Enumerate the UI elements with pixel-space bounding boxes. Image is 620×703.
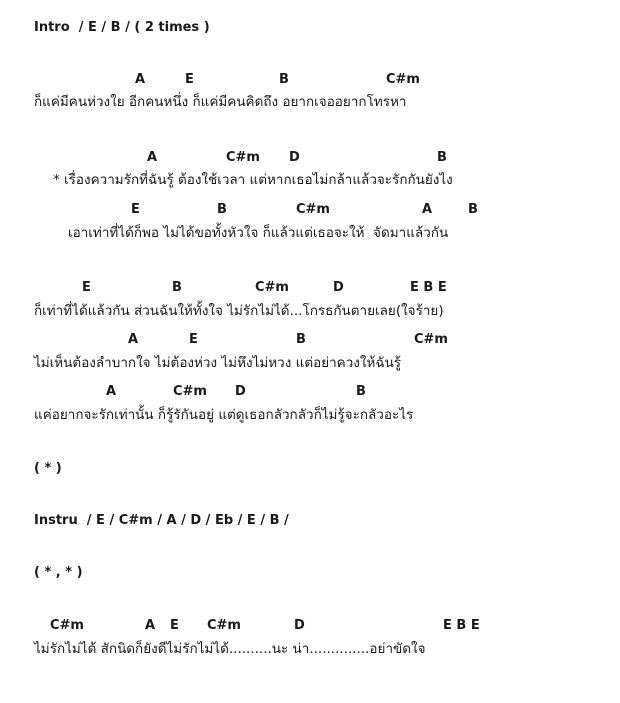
chord: A <box>145 618 156 633</box>
chord: C#m <box>173 384 207 399</box>
chord: C#m <box>50 618 84 633</box>
chord: B <box>217 202 227 217</box>
chord: B <box>172 280 182 295</box>
chord: D <box>235 384 246 399</box>
chord: E <box>185 72 194 87</box>
chord: C#m <box>414 332 448 347</box>
lyric-line: ไม่เห็นต้องลำบากใจ ไม่ต้องห่วง ไม่หึงไม่หวง แต่อย่าควงให้ฉันรู้ <box>34 355 402 371</box>
chord: A <box>135 72 146 87</box>
chord: D <box>289 150 300 165</box>
chord: C#m <box>386 72 420 87</box>
lyric-line: ไม่รักไม่ได้ สักนิดก็ยังดีไม่รักไม่ได้..........นะ น่า..............อย่าขัดใจ <box>34 641 426 657</box>
chord: C#m <box>226 150 260 165</box>
chord: B <box>356 384 366 399</box>
chord: B <box>279 72 289 87</box>
chord: A <box>422 202 433 217</box>
chord: B <box>468 202 478 217</box>
lyric-line: * เรื่องความรักที่ฉันรู้ ต้องใช้เวลา แต่หากเธอไม่กล้าแล้วจะรักกันยังไง <box>53 172 453 188</box>
repeat-marker: ( * ) <box>34 461 62 476</box>
chord: B <box>437 150 447 165</box>
intro-line: Intro / E / B / ( 2 times ) <box>34 20 210 35</box>
chord: A <box>128 332 139 347</box>
chord: C#m <box>296 202 330 217</box>
lyric-line: ก็แค่มีคนห่วงใย อีกคนหนึ่ง ก็แค่มีคนคิดถึง อยากเจออยากโทรหา <box>34 94 407 110</box>
chord: E B E <box>410 280 447 295</box>
lyric-line: แค่อยากจะรักเท่านั้น ก็รู้รักันอยู่ แต่ดูเธอกลัวกลัวก็ไม่รู้จะกลัวอะไร <box>34 407 414 423</box>
chord: A <box>147 150 158 165</box>
chord: E <box>170 618 179 633</box>
chord: C#m <box>207 618 241 633</box>
chord: A <box>106 384 117 399</box>
repeat-marker: ( * , * ) <box>34 565 83 580</box>
chord: E <box>131 202 140 217</box>
instrumental-line: Instru / E / C#m / A / D / Eb / E / B / <box>34 513 289 528</box>
lyric-line: เอาเท่าที่ได้ก็พอ ไม่ได้ขอทั้งหัวใจ ก็แล้วแต่เธอจะให้ จัดมาแล้วกัน <box>68 225 449 241</box>
chord: D <box>294 618 305 633</box>
chord: E B E <box>443 618 480 633</box>
lyric-line: ก็เท่าที่ได้แล้วกัน ส่วนฉันให้ทั้งใจ ไม่รักไม่ได้...โกรธกันตายเลย(ใจร้าย) <box>34 303 444 319</box>
chord: E <box>82 280 91 295</box>
chord: B <box>296 332 306 347</box>
chord: D <box>333 280 344 295</box>
chord: C#m <box>255 280 289 295</box>
chord: E <box>189 332 198 347</box>
